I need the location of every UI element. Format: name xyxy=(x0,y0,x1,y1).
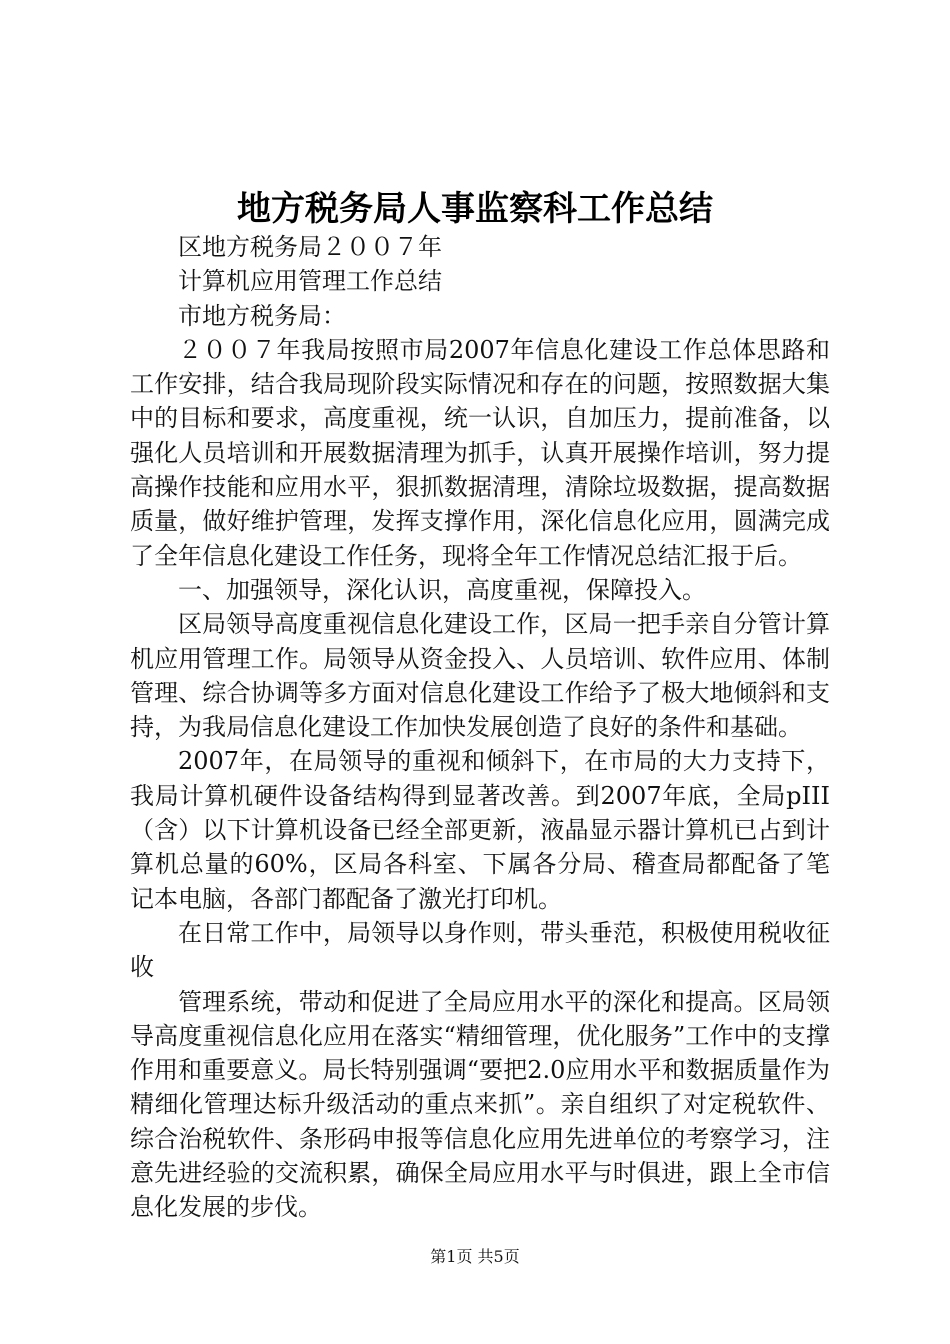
paragraph-1: 区地方税务局２００７年 xyxy=(178,233,442,261)
paragraph-3: 市地方税务局： xyxy=(178,301,346,330)
document-body xyxy=(130,230,830,1225)
paragraph-4: ２００７年我局按照市局2007年信息化建设工作总体思路和工作安排，结合我局现阶段实际情况和存在的问题，按照数据大集中的目标和要求，高度重视，统一认识，自加压力，提前准备，以强化人员培训和开展数据清理为抓手，认真开展操作培训，努力提高操作技能和应用水平，狠抓数据清理，清除垃圾数据，提高数据质量，做好维护管理，发挥支撑作用，深化信息化应用，圆满完成了全年信息化建设工作任务，现将全年工作情况总结汇报于后。 xyxy=(130,335,830,570)
paragraph-9: 管理系统，带动和促进了全局应用水平的深化和提高。区局领导高度重视信息化应用在落实“精细管理，优化服务”工作中的支撑作用和重要意义。局长特别强调“要把2.0应用水平和数据质量作为精细化管理达标升级活动的重点来抓”。亲自组织了对定税软件、综合治税软件、条形码申报等信息化应用先进单位的考察学习，注意先进经验的交流积累，确保全局应用水平与时俱进，跟上全市信息化发展的步伐。 xyxy=(130,987,830,1222)
paragraph-7: 2007年，在局领导的重视和倾斜下，在市局的大力支持下，我局计算机硬件设备结构得到显著改善。到2007年底，全局pIII（含）以下计算机设备已经全部更新，液晶显示器计算机已占到计算机总量的60%，区局各科室、下属各分局、稽查局都配备了笔记本电脑，各部门都配备了激光打印机。 xyxy=(130,747,830,913)
paragraph-6: 区局领导高度重视信息化建设工作，区局一把手亲自分管计算机应用管理工作。局领导从资金投入、人员培训、软件应用、体制管理、综合协调等多方面对信息化建设工作给予了极大地倾斜和支持，为我局信息化建设工作加快发展创造了良好的条件和基础。 xyxy=(130,610,830,742)
paragraph-5: 一、加强领导，深化认识，高度重视，保障投入。 xyxy=(178,575,706,604)
paragraph-8: 在日常工作中，局领导以身作则，带头垂范，积极使用税收征收 xyxy=(130,918,830,982)
paragraph-2: 计算机应用管理工作总结 xyxy=(178,267,442,296)
page-footer: 第1页 共5页 xyxy=(430,1247,520,1266)
document-title: 地方税务局人事监察科工作总结 xyxy=(237,189,713,229)
